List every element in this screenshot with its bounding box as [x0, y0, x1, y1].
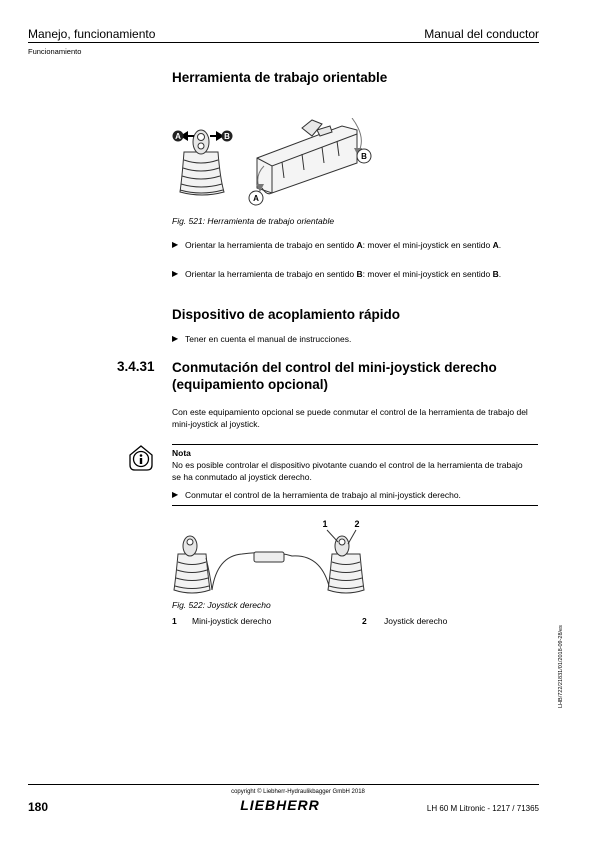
figure-label-a2: A — [253, 194, 259, 203]
section-title-orientable: Herramienta de trabajo orientable — [172, 70, 388, 85]
section-title-quick-coupling: Dispositivo de acoplamiento rápido — [172, 307, 401, 322]
info-icon — [128, 445, 154, 471]
header-rule — [28, 42, 539, 43]
section-intro-paragraph: Con este equipamiento opcional se puede conmutar el control de la herramienta de trabajo del mini-joystick al joystick. — [172, 407, 528, 429]
document-code: LHB/722/21831/01/2018-09-28/es — [558, 625, 564, 708]
model-reference: LH 60 M Litronic - 1217 / 71365 — [426, 804, 539, 813]
bullet-orient-b: ▶ Orientar la herramienta de trabajo en sentido B: mover el mini-joystick en sentido B. — [172, 269, 502, 279]
svg-text:LIEBHERR: LIEBHERR — [240, 797, 320, 813]
triangle-right-icon: ▶ — [172, 240, 179, 249]
figure-label-2: 2 — [354, 519, 360, 529]
legend-number-2: 2 — [362, 616, 367, 626]
bullet-orient-a: ▶ Orientar la herramienta de trabajo en sentido A: mover el mini-joystick en sentido A. — [172, 240, 502, 250]
note-title: Nota — [172, 448, 191, 458]
figure-label-a: A — [175, 132, 181, 141]
note-text: No es posible controlar el dispositivo pivotante cuando el control de la herramienta de trabajo se ha conmutado al joystick derecho. — [172, 460, 523, 482]
triangle-right-icon: ▶ — [172, 490, 179, 499]
figure-label-b: B — [224, 132, 230, 141]
triangle-right-icon: ▶ — [172, 269, 179, 278]
figure-caption-522: Fig. 522: Joystick derecho — [172, 600, 271, 610]
legend-number-1: 1 — [172, 616, 177, 626]
note-rule-bottom — [172, 505, 538, 506]
figure-orientable-tool — [172, 118, 382, 208]
note-bullet: ▶ Conmutar el control de la herramienta de trabajo al mini-joystick derecho. — [172, 490, 461, 500]
legend-text-1: Mini-joystick derecho — [192, 616, 272, 626]
header-manual: Manual del conductor — [424, 27, 539, 41]
figure-right-joystick — [172, 516, 372, 596]
liebherr-logo — [225, 797, 335, 813]
section-title-switching: Conmutación del control del mini-joystick derecho (equipamiento opcional) — [172, 360, 497, 392]
figure-caption-521: Fig. 521: Herramienta de trabajo orientable — [172, 216, 335, 226]
header-chapter: Manejo, funcionamiento — [28, 27, 156, 41]
page-number: 180 — [28, 800, 49, 814]
figure-label-b2: B — [361, 152, 367, 161]
figure-label-1: 1 — [322, 519, 328, 529]
triangle-right-icon: ▶ — [172, 334, 179, 343]
legend-text-2: Joystick derecho — [384, 616, 448, 626]
footer-rule — [28, 784, 539, 785]
header-subsection: Funcionamiento — [28, 47, 82, 56]
copyright-notice: copyright © Liebherr-Hydraulikbagger GmbH 2018 — [231, 789, 365, 795]
note-rule-top — [172, 444, 538, 445]
bullet-read-manual: ▶ Tener en cuenta el manual de instrucciones. — [172, 334, 352, 344]
section-number: 3.4.31 — [117, 359, 155, 374]
